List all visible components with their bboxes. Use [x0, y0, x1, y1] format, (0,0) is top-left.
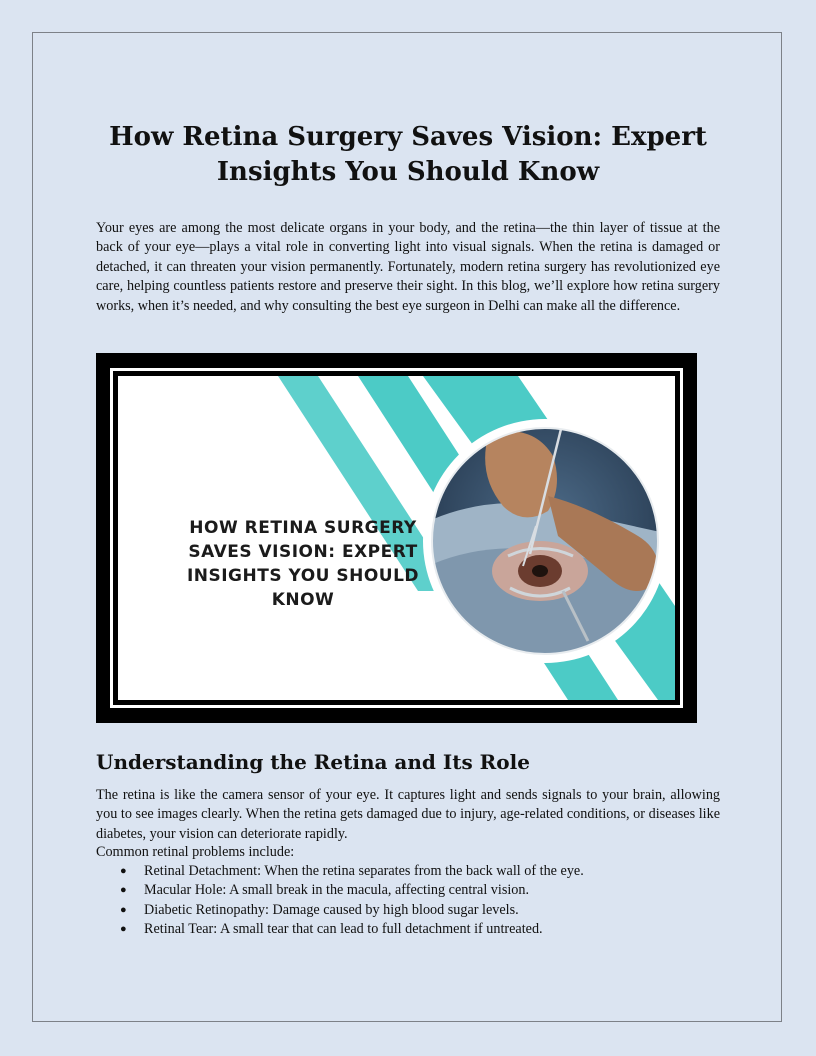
retinal-problems-list [120, 862, 584, 940]
list-item [120, 901, 584, 920]
list-intro: Common retinal problems include: [96, 844, 295, 860]
list-item-text: Macular Hole: A small break in the macula, affecting central vision. [144, 882, 530, 899]
banner-image [96, 353, 697, 723]
list-item [120, 920, 584, 939]
bullet-icon: ● [120, 884, 127, 897]
section-heading: Understanding the Retina and Its Role [96, 750, 530, 774]
list-item-text: Diabetic Retinopathy: Damage caused by high blood sugar levels. [144, 901, 519, 918]
list-item [120, 862, 584, 881]
list-item-text: Retinal Tear: A small tear that can lead to full detachment if untreated. [144, 921, 543, 938]
article-title: How Retina Surgery Saves Vision: Expert Insights You Should Know [109, 122, 707, 187]
section-paragraph: The retina is like the camera sensor of your eye. It captures light and sends signals to your brain, allowing you to see images clearly. When the retina gets damaged due to injury, age-related conditions, or diseases like diabetes, your vision can deteriorate rapidly. [96, 787, 720, 842]
intro-paragraph: Your eyes are among the most delicate organs in your body, and the retina—the thin layer of tissue at the back of your eye—plays a vital role in converting light into visual signals. When the retina is damaged or detached, it can threaten your vision permanently. Fortunately, modern retina surgery has revolutionized eye care, helping countless patients restore and preserve their sight. In this blog, we’ll explore how retina surgery works, when it’s needed, and why consulting the best eye surgeon in Delhi can make all the difference. [96, 220, 720, 314]
list-item [120, 881, 584, 900]
list-item-text: Retinal Detachment: When the retina separates from the back wall of the eye. [144, 863, 584, 879]
bullet-icon: ● [120, 865, 127, 877]
banner-heading: HOW RETINA SURGERY SAVES VISION: EXPERT INSIGHTS YOU SHOULD KNOW [186, 518, 420, 610]
banner-canvas [118, 376, 675, 700]
bullet-icon: ● [120, 903, 127, 916]
bullet-icon: ● [120, 923, 127, 936]
